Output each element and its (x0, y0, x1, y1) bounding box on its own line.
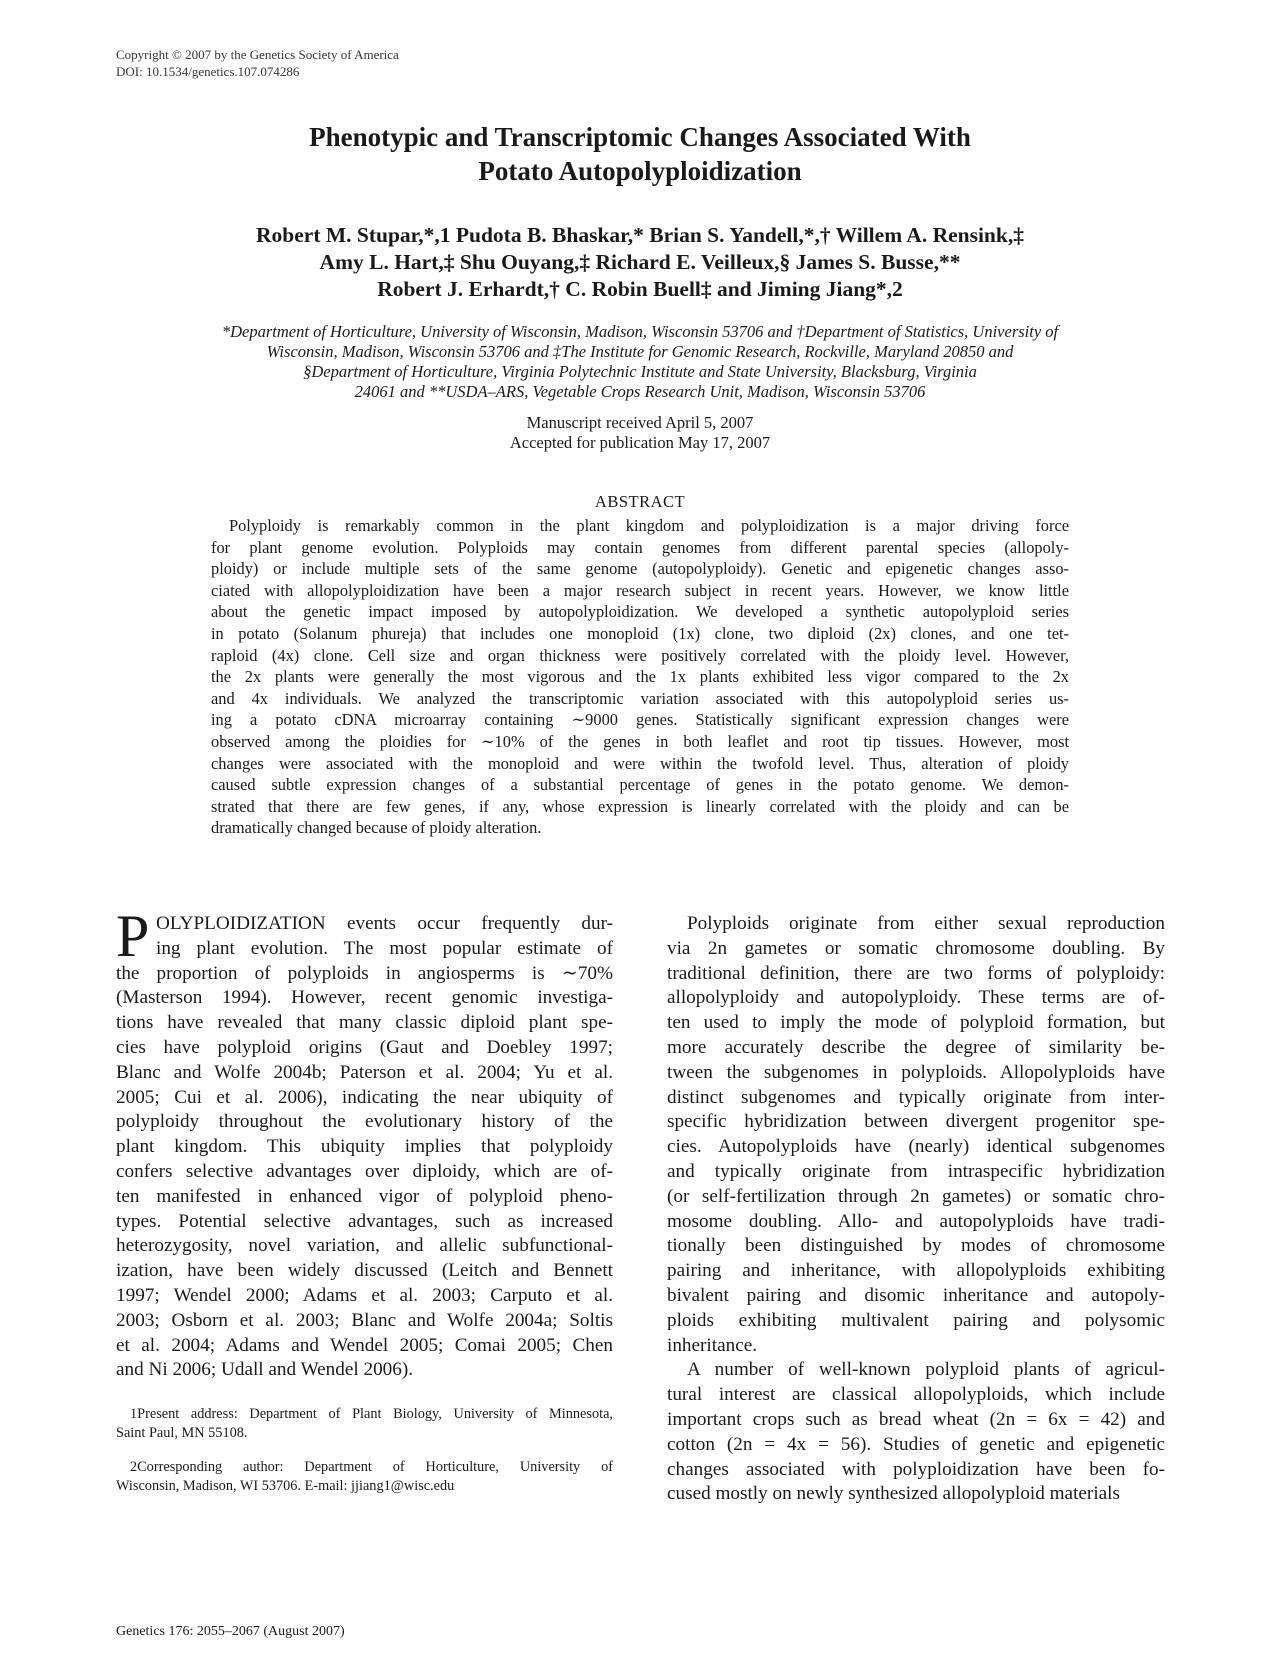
author-list (100, 222, 1180, 303)
abstract-line: in potato (Solanum phureja) that includes one monoploid (1x) clone, two diploid (2x) clones, and one tet- (211, 623, 1069, 643)
journal-citation: Genetics 176: 2055–2067 (August 2007) (116, 1624, 345, 1639)
body-line: allopolyploidy and autopolyploidy. These terms are of- (667, 987, 1165, 1009)
drop-cap: P (116, 903, 150, 969)
body-line: changes associated with polyploidization have been fo- (667, 1458, 1165, 1480)
paper-title (100, 120, 1180, 188)
body-line: et al. 2004; Adams and Wendel 2005; Comai 2005; Chen (116, 1334, 613, 1356)
abstract-line: and 4x individuals. We analyzed the transcriptomic variation associated with this autopolyploid series us- (211, 688, 1069, 708)
title-line: Potato Autopolyploidization (478, 156, 802, 186)
body-line: more accurately describe the degree of similarity be- (667, 1036, 1165, 1058)
abstract-line: ploidy) or include multiple sets of the same genome (autopolyploidy). Genetic and epigenetic changes asso- (211, 559, 1069, 579)
body-line: the proportion of polyploids in angiosperms is ∼70% (116, 962, 613, 984)
body-line: OLYPLOIDIZATION events occur frequently dur- (156, 913, 613, 934)
body-line: inheritance. (667, 1334, 758, 1356)
body-line: (Masterson 1994). However, recent genomic investiga- (116, 987, 613, 1009)
abstract-line: raploid (4x) clone. Cell size and organ thickness were positively correlated with the ploidy level. However, (211, 645, 1069, 665)
doi-line: DOI: 10.1534/genetics.107.074286 (116, 64, 300, 79)
abstract-line: strated that there are few genes, if any, whose expression is linearly correlated with the ploidy and can be (211, 796, 1069, 816)
abstract-line: observed among the ploidies for ∼10% of the genes in both leaflet and root tip tissues. However, most (211, 731, 1069, 751)
author-line: Robert J. Erhardt,† C. Robin Buell‡ and Jiming Jiang*,2 (377, 277, 903, 301)
body-line: heterozygosity, novel variation, and allelic subfunctional- (116, 1235, 613, 1257)
copyright-line: Copyright © 2007 by the Genetics Society of America (116, 47, 399, 62)
body-line: mosome doubling. Allo- and autopolyploids have tradi- (667, 1210, 1165, 1232)
author-line: Amy L. Hart,‡ Shu Ouyang,‡ Richard E. Veilleux,§ James S. Busse,** (319, 250, 961, 274)
body-line: pairing and inheritance, with allopolyploids exhibiting (667, 1260, 1165, 1282)
footnote-1-line: 1Present address: Department of Plant Biology, University of Minnesota, (130, 1406, 613, 1422)
accepted-date: Accepted for publication May 17, 2007 (509, 433, 771, 452)
body-line: ten manifested in enhanced vigor of polyploid pheno- (116, 1185, 613, 1207)
body-line: cotton (2n = 4x = 56). Studies of genetic and epigenetic (667, 1433, 1165, 1455)
body-line: and Ni 2006; Udall and Wendel 2006). (116, 1359, 414, 1381)
abstract-line: caused subtle expression changes of a substantial percentage of genes in the potato genome. We demon- (211, 775, 1069, 795)
footnote-2-line: Wisconsin, Madison, WI 53706. E-mail: jjiang1@wisc.edu (116, 1477, 455, 1494)
abstract-line: the 2x plants were generally the most vigorous and the 1x plants exhibited less vigor compared to the 2x (211, 667, 1069, 687)
abstract-line: Polyploidy is remarkably common in the plant kingdom and polyploidization is a major driving force (229, 516, 1069, 535)
affiliation-line: *Department of Horticulture, University of Wisconsin, Madison, Wisconsin 53706 and †Department of Statistics, University of (221, 322, 1059, 341)
body-line: tural interest are classical allopolyploids, which include (667, 1384, 1165, 1406)
footnote-2-line: 2Corresponding author: Department of Horticulture, University of (130, 1459, 613, 1475)
copyright-notice (116, 46, 399, 80)
body-line: 2003; Osborn et al. 2003; Blanc and Wolfe 2004a; Soltis (116, 1309, 613, 1331)
body-line: (or self-fertilization through 2n gametes) or somatic chro- (667, 1185, 1165, 1207)
body-line: important crops such as bread wheat (2n = 6x = 42) and (667, 1408, 1165, 1430)
body-line: types. Potential selective advantages, such as increased (116, 1210, 613, 1232)
body-line: 2005; Cui et al. 2006), indicating the near ubiquity of (116, 1086, 613, 1108)
manuscript-dates (200, 413, 1080, 453)
body-line: and typically originate from intraspecific hybridization (667, 1160, 1165, 1182)
abstract-line: dramatically changed because of ploidy alteration. (211, 818, 542, 838)
body-line: bivalent pairing and disomic inheritance and autopoly- (667, 1284, 1165, 1306)
author-line: Robert M. Stupar,*,1 Pudota B. Bhaskar,* Brian S. Yandell,*,† Willem A. Rensink,‡ (256, 223, 1024, 247)
body-line: Polyploids originate from either sexual reproduction (687, 913, 1165, 934)
body-line: cies. Autopolyploids have (nearly) identical subgenomes (667, 1136, 1165, 1158)
body-line: ten used to imply the mode of polyploid formation, but (667, 1012, 1165, 1034)
title-line: Phenotypic and Transcriptomic Changes Associated With (309, 122, 971, 152)
abstract-line: changes were associated with the monoploid and were within the twofold level. Thus, alteration of ploidy (211, 753, 1069, 773)
body-line: polyploidy throughout the evolutionary history of the (116, 1111, 613, 1133)
footnotes (116, 1405, 613, 1495)
body-line: traditional definition, there are two forms of polyploidy: (667, 962, 1165, 984)
body-line: Blanc and Wolfe 2004b; Paterson et al. 2004; Yu et al. (116, 1061, 613, 1083)
abstract-line: about the genetic impact imposed by autopolyploidization. We developed a synthetic autopolyploid series (211, 602, 1069, 622)
affiliations (150, 322, 1130, 402)
abstract-line: ciated with allopolyploidization have been a major research subject in recent years. However, we know little (211, 580, 1069, 600)
body-line: via 2n gametes or somatic chromosome doubling. By (667, 937, 1165, 959)
abstract-text (211, 515, 1069, 839)
affiliation-line: 24061 and **USDA–ARS, Vegetable Crops Research Unit, Madison, Wisconsin 53706 (354, 382, 926, 401)
body-line: plant kingdom. This ubiquity implies that polyploidy (116, 1136, 613, 1158)
body-line: tions have revealed that many classic diploid plant spe- (116, 1012, 613, 1034)
body-column-left (116, 903, 613, 1383)
body-line: ploids exhibiting multivalent pairing and polysomic (667, 1309, 1165, 1331)
body-line: specific hybridization between divergent progenitor spe- (667, 1111, 1165, 1133)
body-line: cies have polyploid origins (Gaut and Doebley 1997; (116, 1036, 613, 1058)
body-line: ization, have been widely discussed (Leitch and Bennett (116, 1260, 613, 1282)
affiliation-line: Wisconsin, Madison, Wisconsin 53706 and ‡The Institute for Genomic Research, Rockville, Maryland 20850 and (266, 342, 1014, 361)
body-line: distinct subgenomes and typically originate from inter- (667, 1086, 1165, 1108)
body-column-right (667, 912, 1165, 1507)
abstract-line: ing a potato cDNA microarray containing ∼9000 genes. Statistically significant expression changes were (211, 710, 1069, 730)
received-date: Manuscript received April 5, 2007 (526, 413, 754, 432)
abstract-line: for plant genome evolution. Polyploids may contain genomes from different parental species (allopoly- (211, 537, 1069, 557)
body-line: confers selective advantages over diploidy, which are of- (116, 1160, 613, 1182)
body-line: tionally been distinguished by modes of chromosome (667, 1235, 1165, 1257)
footnote-1-line: Saint Paul, MN 55108. (116, 1424, 248, 1441)
abstract-heading: ABSTRACT (594, 492, 686, 511)
affiliation-line: §Department of Horticulture, Virginia Polytechnic Institute and State University, Blacksburg, Virginia (303, 362, 977, 381)
body-line: A number of well-known polyploid plants of agricul- (687, 1359, 1165, 1381)
body-line: 1997; Wendel 2000; Adams et al. 2003; Carputo et al. (116, 1284, 613, 1306)
body-line: ing plant evolution. The most popular estimate of (156, 937, 613, 959)
body-line: tween the subgenomes in polyploids. Allopolyploids have (667, 1061, 1165, 1083)
body-line: cused mostly on newly synthesized allopolyploid materials (667, 1483, 1120, 1505)
